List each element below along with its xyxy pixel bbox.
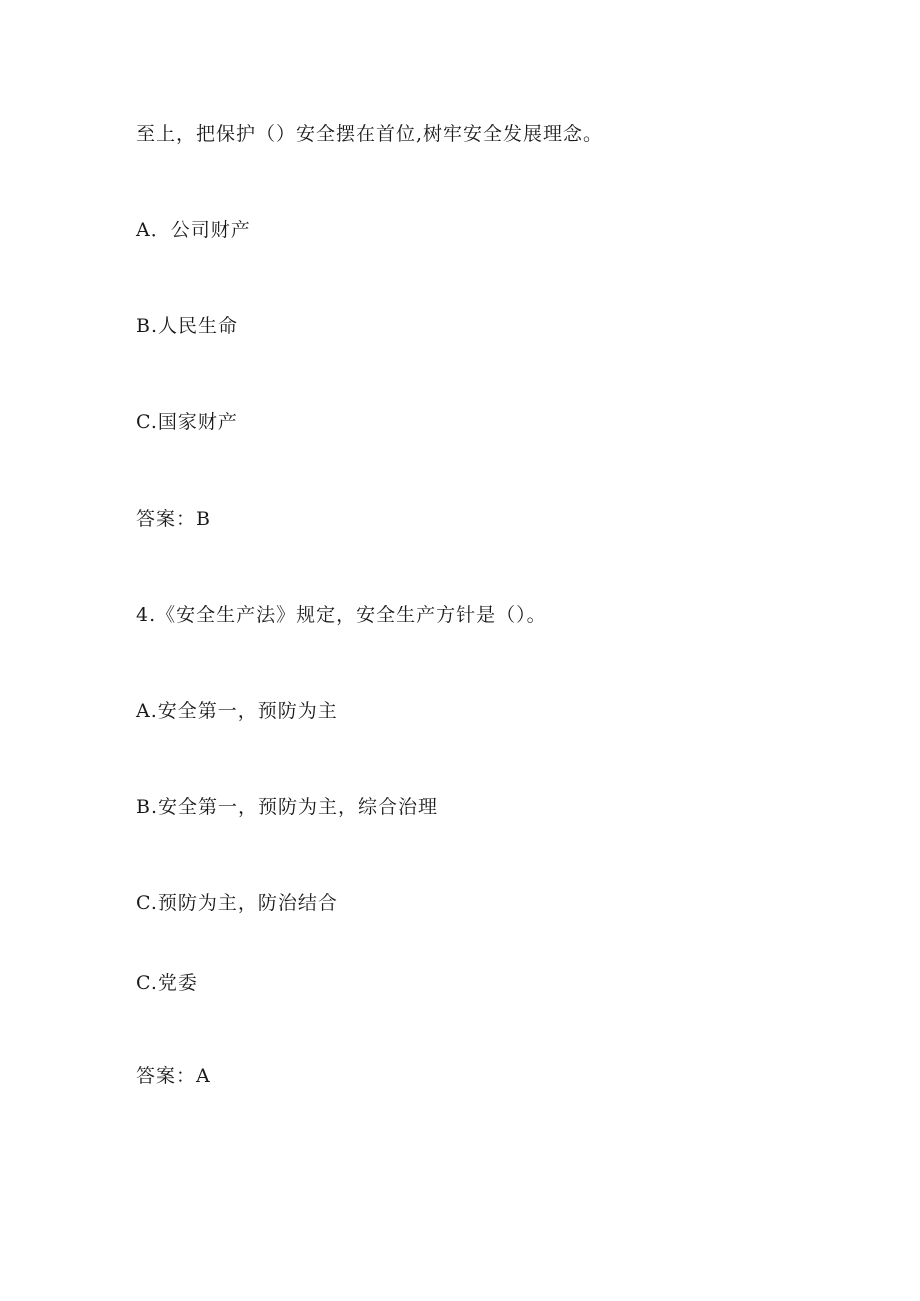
question-3-stem-continuation: 至上，把保护（）安全摆在首位,树牢安全发展理念。 [136, 123, 604, 145]
question-3-option-c: C.国家财产 [136, 411, 238, 433]
question-4-answer: 答案：A [136, 1065, 211, 1087]
question-3-option-b: B.人民生命 [136, 315, 239, 337]
question-4-option-b: B.安全第一，预防为主，综合治理 [136, 796, 439, 818]
question-4-option-c-extra: C.党委 [136, 972, 198, 994]
question-3-answer: 答案：B [136, 508, 211, 530]
question-3-option-a: A．公司财产 [136, 219, 251, 241]
question-4-option-a: A.安全第一，预防为主 [136, 700, 338, 722]
question-4-option-c: C.预防为主，防治结合 [136, 892, 338, 914]
question-4-stem: 4.《安全生产法》规定，安全生产方针是（）。 [136, 604, 547, 626]
